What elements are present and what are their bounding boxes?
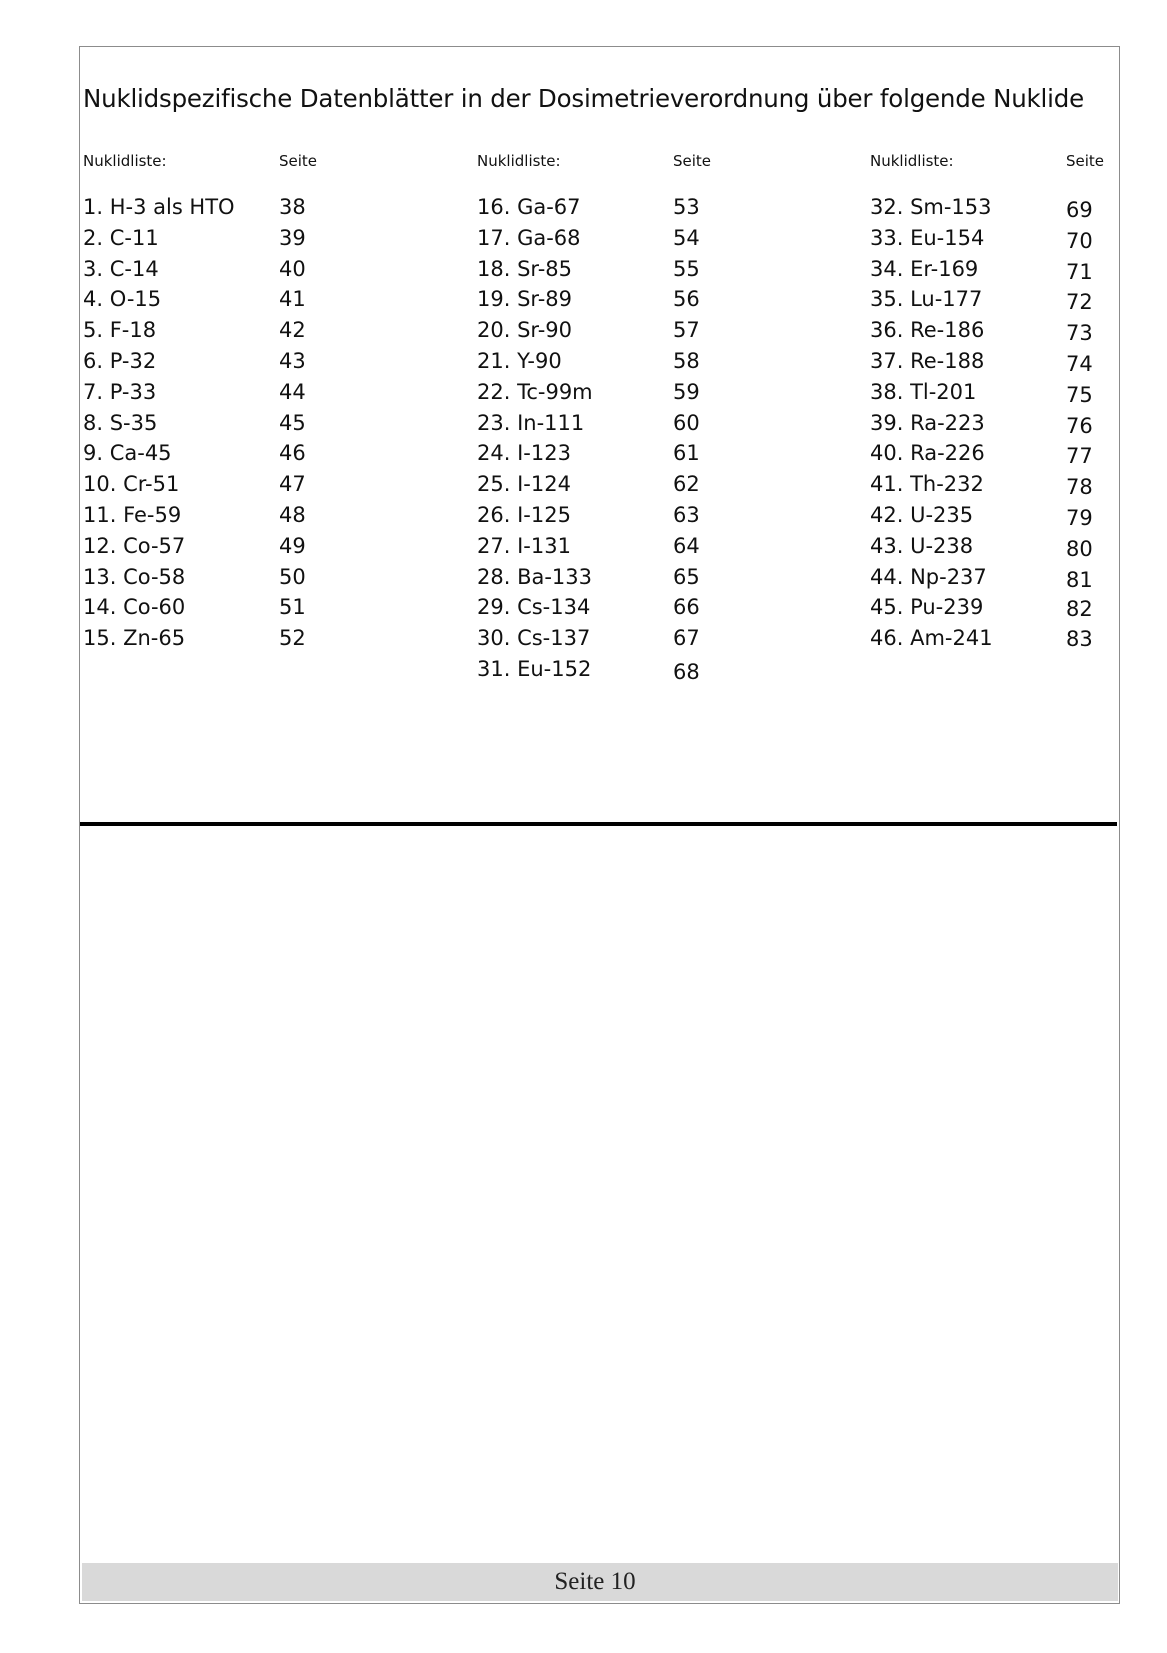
nuclide-name: 19. Sr-89 (477, 287, 572, 312)
nuclide-name: 33. Eu-154 (870, 225, 985, 250)
nuclide-page-number: 51 (279, 595, 306, 620)
nuclide-name: 4. O-15 (83, 287, 162, 312)
nuclide-name: 45. Pu-239 (870, 595, 984, 620)
nuclide-name: 27. I-131 (477, 533, 571, 558)
nuclide-page-number: 76 (1066, 413, 1093, 438)
nuclide-page-number: 49 (279, 533, 306, 558)
nuclide-page-number: 46 (279, 441, 306, 466)
nuclide-name: 26. I-125 (477, 503, 571, 527)
column-header-seite: Seite (673, 152, 712, 170)
nuclide-name: 5. F-18 (83, 318, 157, 343)
nuclide-name: 24. I-123 (477, 441, 571, 466)
nuclide-name: 25. I-124 (477, 472, 571, 497)
column-header-seite: Seite (279, 152, 318, 170)
nuclide-page-number: 44 (279, 379, 306, 404)
nuclide-page-number: 79 (1066, 506, 1093, 530)
nuclide-page-number: 70 (1066, 228, 1093, 253)
nuclide-name: 16. Ga-67 (477, 195, 581, 219)
nuclide-name: 7. P-33 (83, 379, 157, 404)
column-header-nuklidliste: Nuklidliste: (477, 152, 561, 170)
nuclide-name: 46. Am-241 (870, 626, 993, 651)
nuclide-page-number: 69 (1066, 198, 1093, 222)
nuclide-name: 2. C-11 (83, 225, 159, 250)
nuclide-page-number: 47 (279, 472, 306, 497)
nuclide-name: 17. Ga-68 (477, 225, 581, 250)
nuclide-name: 18. Sr-85 (477, 256, 572, 281)
nuclide-name: 21. Y-90 (477, 349, 562, 373)
nuclide-page-number: 74 (1066, 352, 1093, 376)
nuclide-name: 31. Eu-152 (477, 657, 592, 681)
nuclide-name: 22. Tc-99m (477, 379, 593, 404)
nuclide-page-number: 38 (279, 195, 306, 219)
nuclide-page-number: 67 (673, 626, 700, 651)
column-header-nuklidliste: Nuklidliste: (870, 152, 954, 170)
nuclide-name: 6. P-32 (83, 349, 157, 373)
nuclide-page-number: 48 (279, 503, 306, 527)
nuclide-page-number: 71 (1066, 259, 1093, 284)
nuclide-page-number: 64 (673, 533, 700, 558)
nuclide-name: 23. In-111 (477, 410, 585, 435)
nuclide-name: 13. Co-58 (83, 564, 186, 589)
section-divider (80, 822, 1117, 826)
nuclide-page-number: 58 (673, 349, 700, 373)
nuclide-page-number: 52 (279, 626, 306, 651)
nuclide-page-number: 56 (673, 287, 700, 312)
nuclide-page-number: 57 (673, 318, 700, 343)
nuclide-name: 15. Zn-65 (83, 626, 186, 651)
nuclide-page-number: 83 (1066, 627, 1093, 652)
footer-bar (82, 1563, 1118, 1601)
nuclide-page-number: 53 (673, 195, 700, 219)
nuclide-name: 44. Np-237 (870, 564, 987, 589)
nuclide-page-number: 62 (673, 472, 700, 497)
nuclide-name: 28. Ba-133 (477, 564, 593, 589)
nuclide-page-number: 39 (279, 225, 306, 250)
nuclide-name: 39. Ra-223 (870, 410, 985, 435)
nuclide-name: 9. Ca-45 (83, 441, 172, 466)
nuclide-page-number: 78 (1066, 475, 1093, 500)
nuclide-page-number: 73 (1066, 321, 1093, 346)
nuclide-name: 14. Co-60 (83, 595, 186, 620)
nuclide-name: 11. Fe-59 (83, 503, 182, 527)
column-header-nuklidliste: Nuklidliste: (83, 152, 167, 170)
nuclide-page-number: 45 (279, 410, 306, 435)
nuclide-page-number: 63 (673, 503, 700, 527)
nuclide-page-number: 65 (673, 564, 700, 589)
nuclide-page-number: 77 (1066, 444, 1093, 469)
nuclide-name: 32. Sm-153 (870, 195, 992, 219)
nuclide-page-number: 43 (279, 349, 306, 373)
footer-page-label: Seite 10 (554, 1568, 636, 1595)
nuclide-name: 37. Re-188 (870, 349, 985, 373)
nuclide-page-number: 40 (279, 256, 306, 281)
nuclide-page-number: 72 (1066, 290, 1093, 315)
nuclide-name: 3. C-14 (83, 256, 159, 281)
nuclide-name: 12. Co-57 (83, 533, 186, 558)
column-header-seite: Seite (1066, 152, 1105, 170)
nuclide-name: 1. H-3 als HTO (83, 195, 235, 219)
nuclide-page-number: 80 (1066, 536, 1093, 561)
nuclide-page-number: 66 (673, 595, 700, 620)
nuclide-page-number: 60 (673, 410, 700, 435)
nuclide-name: 42. U-235 (870, 503, 974, 527)
nuclide-page-number: 42 (279, 318, 306, 343)
nuclide-page-number: 75 (1066, 382, 1093, 407)
nuclide-page-number: 82 (1066, 597, 1093, 622)
nuclide-name: 35. Lu-177 (870, 287, 983, 312)
nuclide-page-number: 54 (673, 225, 700, 250)
nuclide-name: 30. Cs-137 (477, 626, 591, 651)
nuclide-name: 36. Re-186 (870, 318, 985, 343)
nuclide-name: 41. Th-232 (870, 472, 984, 497)
nuclide-page-number: 81 (1066, 567, 1093, 592)
nuclide-name: 40. Ra-226 (870, 441, 985, 466)
nuclide-name: 38. Tl-201 (870, 379, 977, 404)
nuclide-name: 10. Cr-51 (83, 472, 180, 497)
nuclide-page-number: 59 (673, 379, 700, 404)
nuclide-page-number: 61 (673, 441, 700, 466)
nuclide-page-number: 41 (279, 287, 306, 312)
nuclide-name: 20. Sr-90 (477, 318, 572, 343)
page-title: Nuklidspezifische Datenblätter in der Dosimetrieverordnung über folgende Nuklide (83, 84, 1084, 113)
nuclide-name: 43. U-238 (870, 533, 974, 558)
nuclide-name: 8. S-35 (83, 410, 158, 435)
nuclide-page-number: 55 (673, 256, 700, 281)
nuclide-name: 29. Cs-134 (477, 595, 591, 620)
nuclide-page-number: 68 (673, 660, 700, 684)
nuclide-name: 34. Er-169 (870, 256, 979, 281)
nuclide-page-number: 50 (279, 564, 306, 589)
